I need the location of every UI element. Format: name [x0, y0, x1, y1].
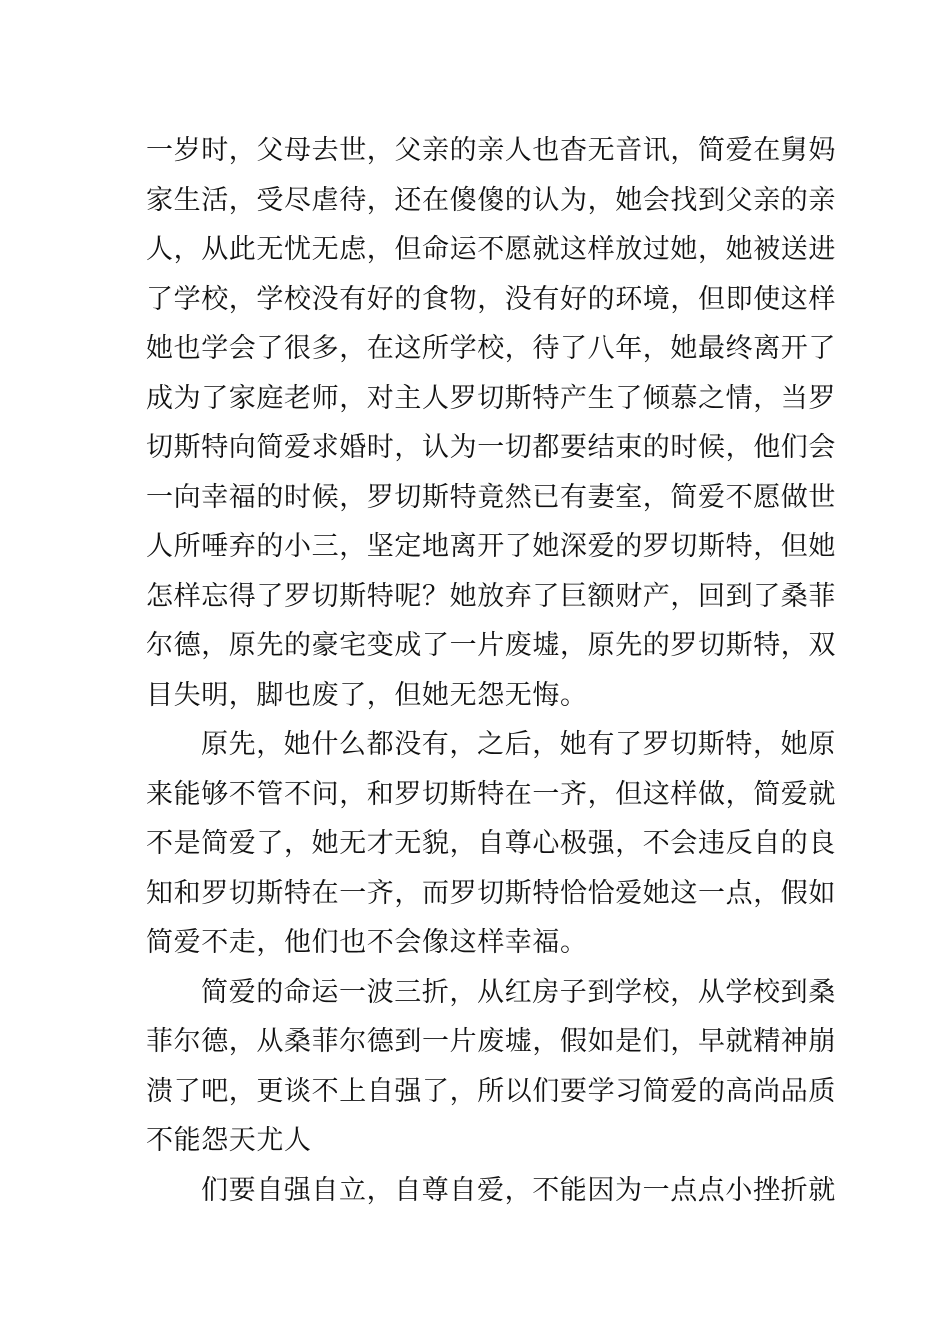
text-line: 不能怨天尤人 [146, 1125, 312, 1156]
text-line: 菲尔德，从桑菲尔德到一片废墟，假如是们，早就精神崩 [146, 1026, 836, 1057]
paragraph-first-line: 原先，她什么都没有，之后，她有了罗切斯特，她原 [201, 729, 836, 760]
text-line: 简爱不走，他们也不会像这样幸福。 [146, 927, 588, 958]
text-line: 人所唾弃的小三，坚定地离开了她深爱的罗切斯特，但她 [146, 531, 836, 562]
text-line: 一向幸福的时候，罗切斯特竟然已有妻室，简爱不愿做世 [146, 481, 836, 513]
text-line: 溃了吧，更谈不上自强了，所以们要学习简爱的高尚品质 [146, 1075, 836, 1107]
text-line: 家生活，受尽虐待，还在傻傻的认为，她会找到父亲的亲 [146, 184, 836, 216]
text-line: 来能够不管不问，和罗切斯特在一齐，但这样做，简爱就 [146, 778, 836, 810]
text-line: 了学校，学校没有好的食物，没有好的环境，但即使这样 [146, 283, 836, 315]
text-line: 成为了家庭老师，对主人罗切斯特产生了倾慕之情，当罗 [146, 382, 836, 414]
text-line: 尔德，原先的豪宅变成了一片废墟，原先的罗切斯特，双 [146, 630, 836, 661]
text-line: 知和罗切斯特在一齐，而罗切斯特恰恰爱她这一点，假如 [146, 877, 836, 909]
body-text [146, 126, 836, 1215]
text-line: 她也学会了很多，在这所学校，待了八年，她最终离开了 [146, 333, 836, 364]
text-line: 人，从此无忧无虑，但命运不愿就这样放过她，她被送进 [146, 234, 836, 265]
paragraph-first-line: 们要自强自立，自尊自爱，不能因为一点点小挫折就 [201, 1174, 836, 1206]
text-line: 目失明，脚也废了，但她无怨无悔。 [146, 679, 588, 711]
text-line: 不是简爱了，她无才无貌，自尊心极强，不会违反自的良 [146, 828, 836, 859]
text-line: 一岁时，父母去世，父亲的亲人也杳无音讯，简爱在舅妈 [146, 135, 836, 166]
paragraph-first-line: 简爱的命运一波三折，从红房子到学校，从学校到桑 [201, 976, 836, 1008]
text-line: 怎样忘得了罗切斯特呢？她放弃了巨额财产，回到了桑菲 [146, 580, 836, 612]
text-line: 切斯特向简爱求婚时，认为一切都要结束的时候，他们会 [146, 432, 836, 463]
